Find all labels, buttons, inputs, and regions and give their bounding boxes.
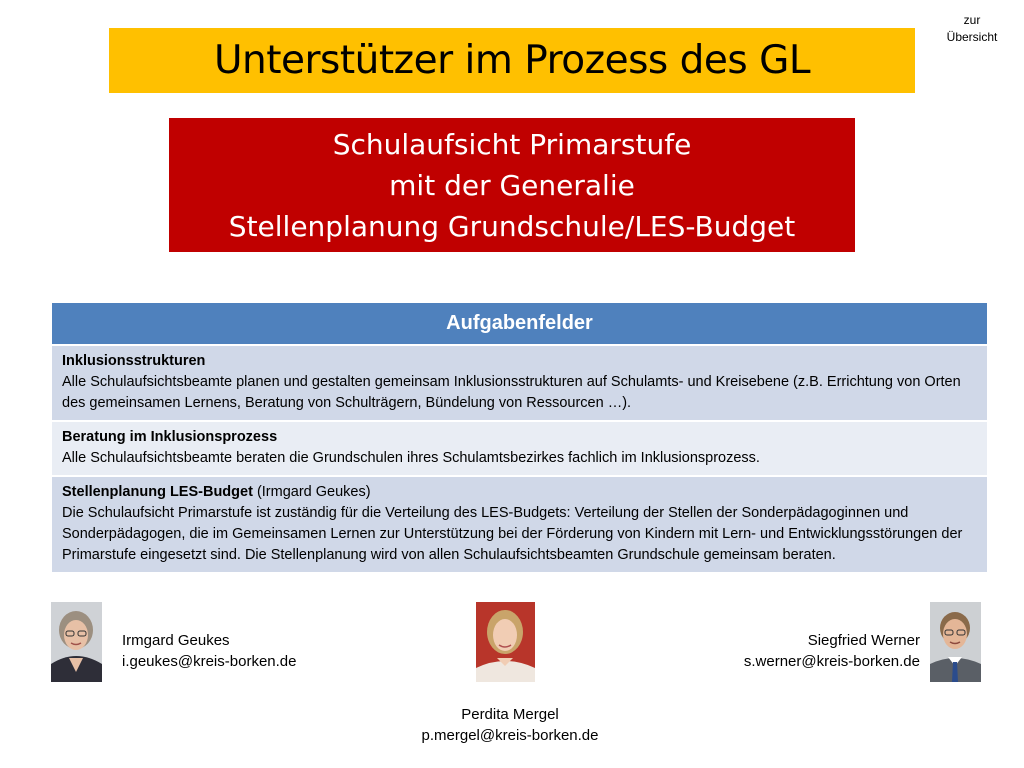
title-banner [109,28,915,93]
table-row [52,477,987,574]
subtitle-line: mit der Generalie [389,168,635,202]
overview-link-line1: zur [963,13,981,27]
row-text: Die Schulaufsicht Primarstufe ist zuständig für die Verteilung des LES-Budgets: Verteilung der Stellen der Sonderpädagoginnen und Sonderpädagogen, die im Gemeinsamen Lernen zur Unterstützung bei der Förderung von Kindern mit Lern- und Entwicklungsstörungen der Primarstufe eingesetzt sind. Die Stellenplanung wird von allen Schulaufsichtsbeamten Grundschule gemeinsam beraten. [62,505,963,563]
table-row [52,346,987,422]
contact-geukes [122,630,296,672]
row-title: Beratung im Inklusionsprozess [62,429,278,445]
portrait-photo-geukes [51,602,102,682]
row-title-suffix: (Irmgard Geukes) [252,484,371,500]
contact-mergel [390,704,630,746]
page-title: Unterstützer im Prozess des GL [213,38,811,83]
row-title: Inklusionsstrukturen [62,353,206,369]
contact-name: Perdita Mergel [461,706,559,723]
row-text: Alle Schulaufsichtsbeamte planen und gestalten gemeinsam Inklusionsstrukturen auf Schulamts- und Kreisebene (z.B. Errichtung von Orten des gemeinsamen Lernens, Beratung von Schulträgern, Bündelung von Ressourcen …). [62,374,961,411]
overview-link-line2: Übersicht [946,30,998,44]
contact-name: Irmgard Geukes [122,632,230,649]
row-title: Stellenplanung LES-Budget [62,484,253,500]
subtitle-box [169,118,855,252]
task-table [52,303,987,574]
subtitle-line: Schulaufsicht Primarstufe [332,127,692,161]
contact-name: Siegfried Werner [807,632,920,649]
table-header: Aufgabenfelder [52,303,987,346]
row-text: Alle Schulaufsichtsbeamte beraten die Grundschulen ihres Schulamtsbezirkes fachlich im Inklusionsprozess. [62,450,760,466]
subtitle-line: Stellenplanung Grundschule/LES-Budget [228,209,796,243]
table-row [52,422,987,477]
contact-email: i.geukes@kreis-borken.de [122,653,297,670]
contact-werner [700,630,920,672]
portrait-photo-werner [930,602,981,682]
contact-email: p.mergel@kreis-borken.de [421,727,599,744]
contact-email: s.werner@kreis-borken.de [743,653,920,670]
overview-link[interactable] [940,12,1004,46]
portrait-photo-mergel [476,602,535,682]
